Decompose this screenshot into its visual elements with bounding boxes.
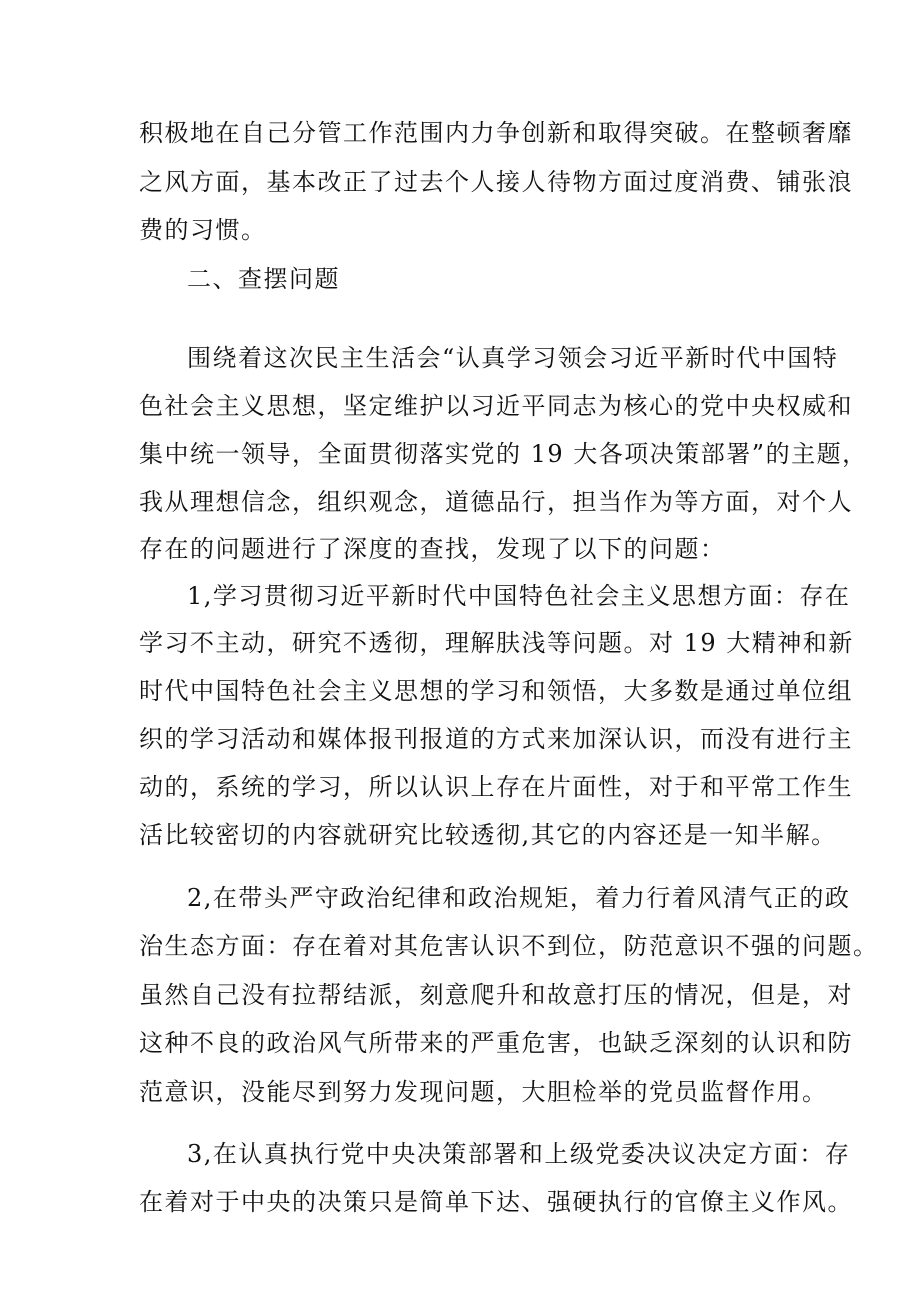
text-line: 在着对于中央的决策只是简单下达、强硬执行的官僚主义作风。 — [139, 1188, 853, 1216]
text-line: 学习不主动，研究不透彻，理解肤浅等问题。对 19 大精神和新 — [139, 629, 854, 657]
text-line: 存在的问题进行了深度的查找，发现了以下的问题： — [139, 535, 726, 563]
text-line: 治生态方面：存在着对其危害认识不到位，防范意识不强的问题。 — [139, 932, 879, 960]
text-line: 费的习惯。 — [139, 216, 267, 244]
text-line: 时代中国特色社会主义思想的学习和领悟，大多数是通过单位组 — [139, 677, 853, 705]
text-line: 这种不良的政治风气所带来的严重危害，也缺乏深刻的认识和防 — [139, 1029, 853, 1057]
text-line: 积极地在自己分管工作范围内力争创新和取得突破。在整顿奢靡 — [139, 119, 853, 147]
text-line: 活比较密切的内容就研究比较透彻,其它的内容还是一知半解。 — [139, 821, 837, 849]
text-line: 虽然自己没有拉帮结派，刻意爬升和故意打压的情况，但是，对 — [139, 981, 853, 1009]
text-line: 之风方面，基本改正了过去个人接人待物方面过度消费、铺张浪 — [139, 168, 853, 196]
text-line: 2,在带头严守政治纪律和政治规矩，着力行着风清气正的政 — [187, 884, 851, 912]
section-heading: 二、查摆问题 — [187, 265, 340, 293]
text-line: 我从理想信念，组织观念，道德品行，担当作为等方面，对个人 — [139, 488, 853, 516]
text-line: 范意识，没能尽到努力发现问题，大胆检举的党员监督作用。 — [139, 1078, 828, 1106]
text-line: 围绕着这次民主生活会“认真学习领会习近平新时代中国特 — [187, 344, 839, 372]
text-line: 动的，系统的学习，所以认识上存在片面性，对于和平常工作生 — [139, 773, 853, 801]
text-line: 色社会主义思想，坚定维护以习近平同志为核心的党中央权威和 — [139, 392, 853, 420]
text-line: 1,学习贯彻习近平新时代中国特色社会主义思想方面：存在 — [187, 582, 851, 610]
text-line: 3,在认真执行党中央决策部署和上级党委决议决定方面：存 — [187, 1140, 851, 1168]
text-line: 织的学习活动和媒体报刊报道的方式来加深认识，而没有进行主 — [139, 725, 853, 753]
text-line: 集中统一领导，全面贯彻落实党的 19 大各项决策部署”的主题， — [139, 440, 868, 468]
